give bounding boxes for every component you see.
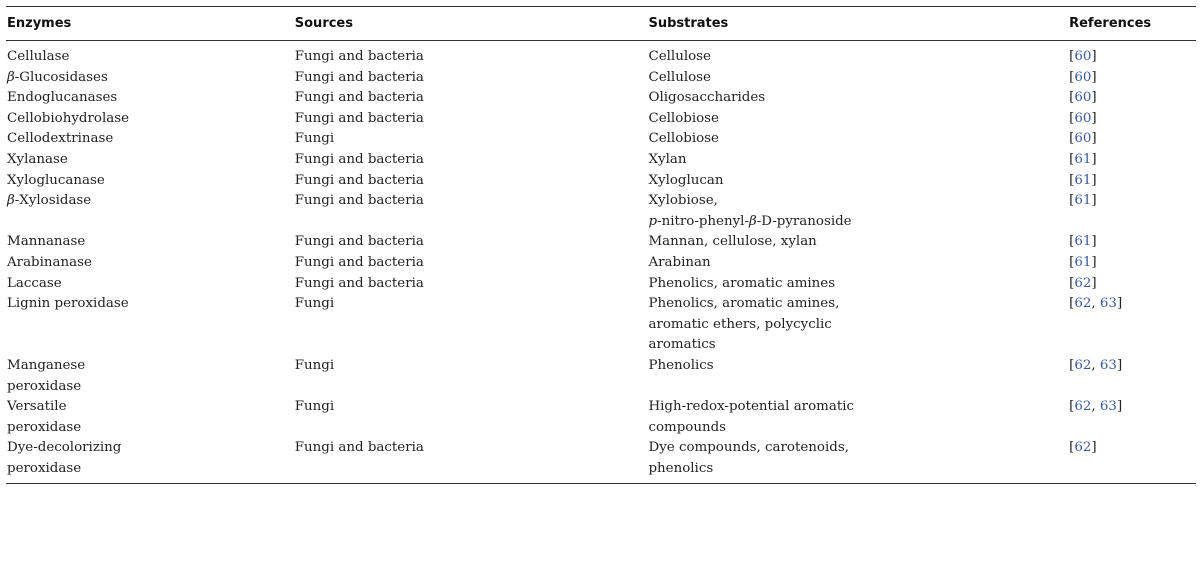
substrate-text: Dye compounds, carotenoids, xyxy=(648,440,849,456)
table-row xyxy=(6,294,1196,356)
reference-link[interactable]: 61 xyxy=(1074,193,1092,209)
table-row xyxy=(6,397,1196,438)
references-line xyxy=(1069,438,1196,459)
substrate-text: Xyloglucan xyxy=(648,172,724,188)
source-cell xyxy=(295,68,649,89)
reference-link[interactable]: 62 xyxy=(1074,275,1092,291)
source-text: Fungi xyxy=(294,131,335,147)
reference-link[interactable]: 62 xyxy=(1074,399,1092,415)
references-cell xyxy=(1069,109,1196,130)
ref-bracket-open: [ xyxy=(1069,110,1075,126)
references-cell xyxy=(1069,129,1196,150)
enzyme-name: Mannanase xyxy=(7,234,86,250)
ref-bracket-close: ] xyxy=(1091,131,1097,147)
reference-link[interactable]: 63 xyxy=(1099,296,1117,312)
references-cell xyxy=(1069,171,1196,192)
enzyme-cell xyxy=(6,88,295,109)
source-text: Fungi and bacteria xyxy=(294,440,424,456)
substrate-text: aromatics xyxy=(648,337,716,353)
references-line xyxy=(1069,47,1196,68)
ref-bracket-close: ] xyxy=(1116,357,1123,373)
source-text: Fungi xyxy=(294,357,335,373)
references-cell xyxy=(1069,294,1196,315)
ref-bracket-open: [ xyxy=(1069,440,1075,456)
references-line xyxy=(1069,129,1196,150)
reference-link[interactable]: 63 xyxy=(1099,399,1117,415)
source-cell xyxy=(295,397,649,418)
enzyme-cell xyxy=(6,68,295,89)
substrate-text: Xylobiose, xyxy=(648,193,718,209)
substrate-text: High-redox-potential aromatic xyxy=(648,399,854,415)
enzyme-name: peroxidase xyxy=(7,378,82,394)
enzyme-cell xyxy=(6,150,295,171)
ref-bracket-open: [ xyxy=(1069,275,1075,291)
source-text: Fungi and bacteria xyxy=(294,234,424,250)
source-text: Fungi and bacteria xyxy=(294,275,424,291)
ref-bracket-close: ] xyxy=(1091,151,1097,167)
enzyme-name: Xyloglucanase xyxy=(7,172,105,188)
substrate-text: Xylan xyxy=(648,151,687,167)
reference-link[interactable]: 61 xyxy=(1074,254,1092,270)
enzyme-cell xyxy=(6,356,295,397)
reference-link[interactable]: 62 xyxy=(1074,357,1092,373)
references-cell xyxy=(1069,356,1196,377)
enzyme-cell xyxy=(6,109,295,130)
substrate-cell xyxy=(648,232,1069,253)
references-line xyxy=(1069,150,1196,171)
substrate-text: phenolics xyxy=(648,460,714,476)
substrate-cell xyxy=(648,253,1069,274)
substrate-text: Mannan, cellulose, xylan xyxy=(648,234,817,250)
ref-bracket-close: ] xyxy=(1091,110,1097,126)
references-line xyxy=(1069,356,1196,377)
references-line xyxy=(1069,397,1196,418)
enzyme-table xyxy=(6,0,1196,484)
substrate-cell xyxy=(648,150,1069,171)
ref-bracket-close: ] xyxy=(1091,49,1097,64)
ref-bracket-close: ] xyxy=(1091,275,1097,291)
ref-bracket-open: [ xyxy=(1069,296,1075,312)
source-cell xyxy=(295,47,649,68)
source-text: Fungi and bacteria xyxy=(294,172,424,188)
table-row xyxy=(6,253,1196,274)
table-row xyxy=(6,191,1196,232)
source-cell xyxy=(295,294,649,315)
source-cell xyxy=(295,253,649,274)
ref-bracket-close: ] xyxy=(1091,193,1097,209)
source-text: Fungi and bacteria xyxy=(294,254,424,270)
table-row xyxy=(6,274,1196,295)
reference-link[interactable]: 63 xyxy=(1099,357,1117,373)
ref-bracket-open: [ xyxy=(1069,151,1075,167)
header-substrates: Substrates xyxy=(648,16,729,31)
substrate-cell xyxy=(648,294,1069,356)
source-text: Fungi and bacteria xyxy=(294,151,424,167)
table-row xyxy=(6,88,1196,109)
source-cell xyxy=(295,356,649,377)
references-line xyxy=(1069,88,1196,109)
source-text: Fungi and bacteria xyxy=(294,49,424,64)
reference-link[interactable]: 61 xyxy=(1074,234,1092,250)
table-row xyxy=(6,438,1196,479)
source-cell xyxy=(295,129,649,150)
table-body xyxy=(6,41,1196,479)
enzyme-name: β-Glucosidases xyxy=(7,69,108,85)
substrate-text: Cellobiose xyxy=(648,131,719,147)
enzyme-cell xyxy=(6,232,295,253)
source-text: Fungi and bacteria xyxy=(294,193,424,209)
ref-bracket-open: [ xyxy=(1069,172,1075,188)
enzyme-name: peroxidase xyxy=(7,419,82,435)
substrate-text: Oligosaccharides xyxy=(648,90,766,106)
reference-link[interactable]: 62 xyxy=(1074,440,1092,456)
ref-bracket-open: [ xyxy=(1069,90,1075,106)
enzyme-name: Cellobiohydrolase xyxy=(7,110,129,126)
ref-bracket-close: ] xyxy=(1091,440,1097,456)
reference-link[interactable]: 60 xyxy=(1074,110,1092,126)
source-cell xyxy=(295,109,649,130)
reference-link[interactable]: 60 xyxy=(1074,69,1092,85)
enzyme-name: Arabinanase xyxy=(7,254,92,270)
substrate-text: Cellobiose xyxy=(648,110,719,126)
ref-bracket-open: [ xyxy=(1069,399,1075,415)
table-row xyxy=(6,109,1196,130)
table-header-row xyxy=(6,7,1196,40)
references-cell xyxy=(1069,438,1196,459)
substrate-text: aromatic ethers, polycyclic xyxy=(648,316,832,332)
references-line xyxy=(1069,171,1196,192)
ref-bracket-close: ] xyxy=(1116,399,1123,415)
substrate-text: Phenolics xyxy=(648,357,714,373)
enzyme-cell xyxy=(6,129,295,150)
substrate-cell xyxy=(648,191,1069,232)
references-cell xyxy=(1069,68,1196,89)
ref-bracket-open: [ xyxy=(1069,69,1075,85)
enzyme-name: Endoglucanases xyxy=(7,90,118,106)
ref-bracket-open: [ xyxy=(1069,49,1075,64)
source-text: Fungi and bacteria xyxy=(294,110,424,126)
substrate-cell xyxy=(648,129,1069,150)
enzyme-name: Laccase xyxy=(7,275,62,291)
substrate-text: Arabinan xyxy=(648,254,711,270)
references-line xyxy=(1069,274,1196,295)
ref-separator: , xyxy=(1091,399,1100,415)
reference-link[interactable]: 62 xyxy=(1074,296,1092,312)
references-line xyxy=(1069,191,1196,212)
enzyme-name: Cellulase xyxy=(7,49,70,64)
ref-separator: , xyxy=(1091,296,1100,312)
ref-bracket-open: [ xyxy=(1069,131,1075,147)
header-references: References xyxy=(1069,16,1152,31)
substrate-cell xyxy=(648,397,1069,438)
enzyme-cell xyxy=(6,47,295,68)
substrate-text: compounds xyxy=(648,419,727,435)
ref-bracket-open: [ xyxy=(1069,254,1075,270)
source-cell xyxy=(295,232,649,253)
table-row xyxy=(6,171,1196,192)
enzyme-name: Manganese xyxy=(7,357,86,373)
references-line xyxy=(1069,109,1196,130)
enzyme-cell xyxy=(6,171,295,192)
enzyme-cell xyxy=(6,294,295,315)
table-row xyxy=(6,232,1196,253)
source-cell xyxy=(295,88,649,109)
source-text: Fungi xyxy=(294,399,335,415)
table-bottom-rule xyxy=(6,483,1196,484)
references-cell xyxy=(1069,232,1196,253)
enzyme-cell xyxy=(6,274,295,295)
table-row xyxy=(6,129,1196,150)
enzyme-cell xyxy=(6,397,295,438)
substrate-cell xyxy=(648,274,1069,295)
substrate-cell xyxy=(648,438,1069,479)
ref-bracket-open: [ xyxy=(1069,234,1075,250)
references-cell xyxy=(1069,397,1196,418)
references-cell xyxy=(1069,88,1196,109)
substrate-text: Phenolics, aromatic amines xyxy=(648,275,836,291)
source-cell xyxy=(295,171,649,192)
references-cell xyxy=(1069,47,1196,68)
references-cell xyxy=(1069,253,1196,274)
ref-bracket-close: ] xyxy=(1091,90,1097,106)
ref-bracket-close: ] xyxy=(1091,254,1097,270)
table-row xyxy=(6,150,1196,171)
source-text: Fungi and bacteria xyxy=(294,69,424,85)
enzyme-name: Xylanase xyxy=(7,151,68,167)
source-text: Fungi and bacteria xyxy=(294,90,424,106)
substrate-text: Cellulose xyxy=(648,49,711,64)
table-row xyxy=(6,356,1196,397)
header-enzymes: Enzymes xyxy=(7,16,72,31)
substrate-cell xyxy=(648,109,1069,130)
enzyme-name: Cellodextrinase xyxy=(7,131,114,147)
ref-bracket-close: ] xyxy=(1116,296,1123,312)
substrate-cell xyxy=(648,68,1069,89)
source-cell xyxy=(295,274,649,295)
reference-link[interactable]: 60 xyxy=(1074,131,1092,147)
source-cell xyxy=(295,150,649,171)
references-cell xyxy=(1069,274,1196,295)
enzyme-name: Dye-decolorizing xyxy=(7,440,122,456)
substrate-cell xyxy=(648,356,1069,377)
source-cell xyxy=(295,438,649,459)
reference-link[interactable]: 61 xyxy=(1074,151,1092,167)
references-cell xyxy=(1069,150,1196,171)
reference-link[interactable]: 60 xyxy=(1074,49,1092,64)
enzyme-cell xyxy=(6,191,295,212)
enzyme-cell xyxy=(6,253,295,274)
table-row xyxy=(6,47,1196,68)
header-sources: Sources xyxy=(294,16,353,31)
ref-bracket-open: [ xyxy=(1069,357,1075,373)
source-text: Fungi xyxy=(294,296,335,312)
references-line xyxy=(1069,232,1196,253)
reference-link[interactable]: 61 xyxy=(1074,172,1092,188)
references-line xyxy=(1069,294,1196,315)
references-line xyxy=(1069,253,1196,274)
substrate-text: Cellulose xyxy=(648,69,711,85)
substrate-text: Phenolics, aromatic amines, xyxy=(648,296,840,312)
source-cell xyxy=(295,191,649,212)
reference-link[interactable]: 60 xyxy=(1074,90,1092,106)
enzyme-name: β-Xylosidase xyxy=(7,193,92,209)
substrate-cell xyxy=(648,171,1069,192)
table-row xyxy=(6,68,1196,89)
enzyme-name: Versatile xyxy=(7,399,67,415)
ref-bracket-close: ] xyxy=(1091,234,1097,250)
ref-bracket-close: ] xyxy=(1091,69,1097,85)
references-line xyxy=(1069,68,1196,89)
enzyme-name: peroxidase xyxy=(7,460,82,476)
enzyme-name: Lignin peroxidase xyxy=(7,296,129,312)
ref-bracket-open: [ xyxy=(1069,193,1075,209)
substrate-cell xyxy=(648,88,1069,109)
ref-bracket-close: ] xyxy=(1091,172,1097,188)
ref-separator: , xyxy=(1091,357,1100,373)
references-cell xyxy=(1069,191,1196,212)
substrate-cell xyxy=(648,47,1069,68)
enzyme-cell xyxy=(6,438,295,479)
substrate-text: p-nitro-phenyl-β-D-pyranoside xyxy=(648,213,852,229)
